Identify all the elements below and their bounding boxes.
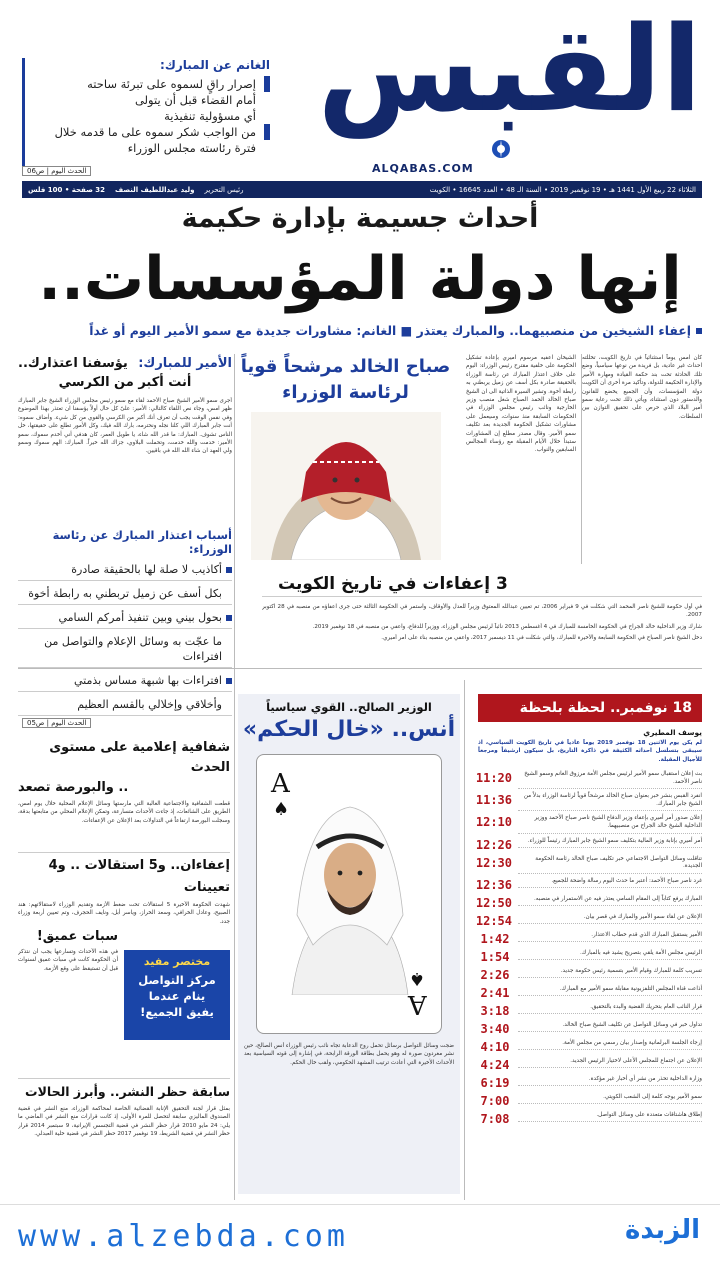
- resign-title: إعفاءان.. و5 استقالات .. و4 تعيينات: [18, 852, 230, 899]
- timeline-row: [475, 877, 702, 892]
- timeline-text: الإعلان عن اجتماع للمجلس الأعلى لاختيار الرئيس الجديد.: [518, 1058, 702, 1069]
- timeline-intro: لم يكن يوم الاثنين 18 نوفمبر 2019 يوماً عادياً في تاريخ الكويت السياسي، اذ سيبقى بتسلسل احداثه الكثيفة في ذاكرة التاريخ، بل سيكون ارشيفاً ومرجعاً للأجيال المقبلة.: [478, 740, 702, 763]
- spade-icon: ♠: [408, 968, 425, 989]
- photo-story-title-a: صباح الخالد مرشحاً قوياً: [240, 356, 451, 377]
- card-rank-bottom: A: [408, 989, 427, 1019]
- timeline-time: 11:36: [475, 793, 512, 808]
- col-emir: [18, 356, 232, 505]
- timeline-time: 3:18: [480, 1003, 510, 1018]
- timeline-time: 12:26: [475, 837, 512, 852]
- footer: [0, 1204, 720, 1265]
- timeline-text: إطلاق هاشتاقات متعددة على وسائل التواصل.: [518, 1112, 702, 1123]
- timeline-rows: [475, 771, 702, 1126]
- timeline-text: تداول خبر في وسائل التواصل عن تكليف الشيخ صباح الخالد.: [518, 1022, 702, 1033]
- three-exemptions: [262, 572, 702, 643]
- transparency-title-b: .. والبورصة تصعد: [18, 780, 129, 795]
- logo-emblem-icon: [490, 138, 512, 160]
- timeline-text: إرجاء الجلسة البرلمانية وإصدار بيان رسمي من مجلس الأمة.: [518, 1040, 702, 1051]
- top-box-line-3: من الواجب شكر سموه على ما قدمه خلال: [33, 124, 270, 140]
- timeline-time: 12:50: [475, 895, 512, 910]
- timeline-title: 18 نوفمبر.. لحظة بلحظة: [478, 694, 702, 722]
- timeline-text: أذاعت قناة المجلس التلفزيونية مقابلة سمو الأمير مع المبارك.: [518, 986, 702, 997]
- timeline-time: 12:54: [475, 913, 512, 928]
- headline-sub-text: إعفاء الشيخين من منصبيهما.. والمبارك يعتذر ■ الغانم: مشاورات جديدة مع سمو الأمير اليوم أو غداً: [89, 323, 691, 338]
- timeline-text: تسريب كلمة للمبارك وقيام الأمير بتسمية رئيس حكومة جديد.: [518, 968, 702, 979]
- timeline-time: 12:10: [475, 815, 512, 830]
- masthead-logo: القبس: [317, 0, 702, 138]
- timeline-text: تناقلت وسائل التواصل الاجتماعي خبر تكليف صباح الخالد رئاسة الحكومة الجديدة.: [518, 856, 702, 874]
- promo-box[interactable]: [124, 950, 230, 1040]
- timeline-time: 11:20: [475, 771, 512, 785]
- precedent: [18, 1078, 230, 1205]
- timeline-text: انفرد القبس بنشر خبر بعنوان صباح الخالد مرشحاً قوياً لرئاسة الوزراء بدلاً من الشيخ جابر المبارك.: [518, 793, 702, 811]
- precedent-body: بمثل قرار لجنة التحقيق الإنابة القضائية الخاصة لمحاكمة الوزراء، منع النشر في قضية الصندوق الماليزي سابقة لتحصل للمرة الأولى، إذ كانت قرارات منع النشر في الماضي ما يلي: 24 مايو 2010 قرار حظر النشر في قضية التجسس الإيرانية، 9 سبتمبر 2014 قرار حظر النشر في قضية الشريط، 19 نوفمبر 2017 حظر النشر في قضية خلية العبدلي.: [18, 1106, 230, 1138]
- photo-story: [237, 354, 454, 566]
- reason-item: بكل أسف عن زميل تربطني به رابطة أخوة: [18, 586, 232, 605]
- exemption-item: في أول حكومة للشيخ ناصر المحمد التي شكلت في 9 فبراير 2006، تم تعيين عبدالله المعتوق وزيراً للعدل والأوقاف، واستمر في الحكومة الثالثة حتى جرى اعفاؤه من منصبه في 28 اكتوبر 2007.: [262, 604, 702, 619]
- spade-icon: ♠: [273, 799, 290, 820]
- headline-sub-bullet: [696, 328, 702, 334]
- timeline: [475, 694, 702, 1194]
- timeline-text: بث إعلان استقبال سمو الأمير لرئيس مجلس الأمة مرزوق الغانم وسمو الشيخ ناصر الأحمد.: [518, 771, 702, 789]
- timeline-row: [478, 950, 702, 964]
- timeline-time: 1:42: [480, 931, 510, 946]
- promo-line: يفيق الجميع!: [140, 1005, 214, 1019]
- sabat: [18, 926, 118, 1060]
- dateline-bar: [22, 181, 702, 198]
- timeline-time: 4:10: [480, 1039, 510, 1054]
- top-box-title: الغانم عن المبارك:: [160, 58, 270, 72]
- timeline-time: 4:24: [480, 1057, 510, 1072]
- timeline-row: [475, 771, 702, 789]
- top-box-line-1: أمام القضاء قبل أن يتولى: [134, 93, 256, 107]
- timeline-text: وزارة الداخلية تحذر من نشر أي أخبار غير مؤكدة.: [518, 1076, 702, 1087]
- promo-line: ينام عندما: [148, 989, 206, 1003]
- timeline-text: أمر أميري بإنابة وزير المالية بتكليف سمو الشيخ جابر المبارك رئيساً للوزراء.: [518, 838, 702, 849]
- timeline-time: 2:26: [480, 967, 510, 982]
- promo-title: مختصر مفيد: [143, 955, 211, 968]
- col-reasons-title: أسباب اعتذار المبارك عن رئاسة الوزراء:: [52, 528, 232, 556]
- timeline-text: المبارك يرفع كتاباً إلى المقام السامي يعتذر فيه عن الاستمرار في منصبه.: [518, 896, 702, 907]
- portrait-khalid[interactable]: [251, 412, 441, 560]
- dateline-editor-label: رئيس التحرير: [204, 185, 244, 194]
- timeline-row: [478, 1094, 702, 1108]
- dateline-editor-name: وليد عبداللطيف النصف: [115, 185, 195, 194]
- col-reasons-tag[interactable]: الحدث اليوم | ص05: [22, 718, 91, 728]
- timeline-row: [478, 1058, 702, 1072]
- timeline-row: [475, 815, 702, 833]
- timeline-text: إعلان صدور أمر أميري بإعفاء وزير الدفاع الشيخ ناصر صباح الأحمد ووزير الداخلية الشيخ خالد الجراح من منصبيهما.: [518, 815, 702, 833]
- col-emir-title-b: يؤسفنا اعتذارك..: [18, 356, 128, 371]
- top-box-line-2: أي مسؤولية تنفيذية: [164, 109, 256, 123]
- timeline-time: 12:36: [475, 877, 512, 892]
- photo-story-title-b: لرئاسة الوزراء: [282, 382, 409, 403]
- timeline-time: 12:30: [475, 855, 512, 870]
- masthead-url[interactable]: ALQABAS.COM: [372, 162, 474, 175]
- timeline-author: يوسف المطيري: [643, 728, 702, 737]
- timeline-row: [475, 793, 702, 811]
- timeline-row: [475, 855, 702, 874]
- masthead: [317, 0, 702, 176]
- card-rank-top: A: [271, 769, 290, 799]
- transparency-title-a: شفافية إعلامية على مستوى الحدث: [49, 740, 230, 775]
- top-box-line-4: فترة رئاسته مجلس الوزراء: [127, 141, 256, 155]
- timeline-time: 7:08: [480, 1111, 510, 1126]
- playing-card[interactable]: [256, 754, 442, 1034]
- timeline-time: 2:41: [480, 985, 510, 1000]
- dateline-text: الثلاثاء 22 ربيع الأول 1441 هـ • 19 نوفمبر 2019 • السنة الـ 48 • العدد 16645 • الكويت: [429, 185, 696, 194]
- timeline-row: [478, 1040, 702, 1054]
- headline-sub: [14, 323, 702, 338]
- promo-line: مركز التواصل: [138, 973, 216, 987]
- top-box: [22, 58, 270, 176]
- timeline-row: [478, 1022, 702, 1036]
- reason-item: وأخلاقي وإخلالي بالقسم العظيم: [18, 697, 232, 716]
- sheikhs-body: الشيخان اعفيه مرسوم اميري بإعادة تشكيل الحكومة على خلفية مقترح رئيس الوزراء: اليوم على خلاف اعتذار المبارك عن رئاسة الوزراء بالحقيقة صادرة بكل أسف عن زميل يربطني به رابطة أخوة. وتشير السيرة الذاتية الى ان الشيخ صباح الخالد الحمد الصباح شغل منصب وزير الخارجية ونائب رئيس مجلس الوزراء في الحكومات السابقة منذ سنوات، وسيعمل على مشاورات تشكيل الحكومة الجديدة بعد تكليف سمو الأمير. وقال مصدر مطلع إن المشاورات ستبدأ خلال الأيام المقبلة مع رؤساء المجالس السابقين والنواب.: [466, 355, 576, 454]
- precedent-title: سابقة حظر النشر.. وأبرز الحالات: [18, 1078, 230, 1103]
- reason-item: ما عجّت به وسائل الإعلام والتواصل من افتراءات: [18, 634, 232, 668]
- reason-item: افتراءات بها شبهة مساس بذمتي: [18, 673, 232, 692]
- timeline-row: [478, 1112, 702, 1126]
- timeline-text: الأمير يستقبل المبارك الذي قدم خطاب الاعتذار.: [518, 932, 702, 943]
- anas-feature: [238, 694, 460, 1194]
- timeline-time: 1:54: [480, 949, 510, 964]
- timeline-row: [475, 913, 702, 928]
- anas-body: ضجت وسائل التواصل برسائل تحمل روح الدعابة تجاه نائب رئيس الوزراء أنس الصالح، حين نشر مغردون صورة له وهو يحمل بطاقة الورقة الرابحة، في إشارة إلى قوته السياسية بعد الأحداث الأخيرة التي أعادت ترتيب المشهد الحكومي، ولقب خال الحكم.: [244, 1043, 454, 1066]
- timeline-row: [478, 986, 702, 1000]
- three-exemptions-title: 3 إعفاءات في تاريخ الكويت: [262, 572, 702, 597]
- timeline-row: [475, 895, 702, 910]
- timeline-time: 3:40: [480, 1021, 510, 1036]
- col-reasons: [18, 528, 232, 721]
- timeline-text: الرئيس مجلس الأمة يلقي بتصريح يشيد فيه بالمبارك.: [518, 950, 702, 961]
- col-emir-title-a: الأمير للمبارك:: [138, 356, 232, 371]
- headline-kicker: أحداث جسيمة بإدارة حكيمة: [181, 203, 539, 234]
- timeline-time: 7:00: [480, 1093, 510, 1108]
- anas-title: أنس.. «خال الحكم»: [242, 717, 456, 742]
- top-box-tag[interactable]: الحدث اليوم | ص06: [22, 166, 91, 176]
- timeline-time: 6:19: [480, 1075, 510, 1090]
- anas-kicker: الوزير الصالح.. القوي سياسياً: [266, 700, 432, 714]
- timeline-text: قرار النائب العام بتحريك القضية والبدء بالتحقيق.: [518, 1004, 702, 1015]
- exemption-item: دخل الشيخ ناصر الصباح في الحكومة السابعة والأخيرة للمبارك، والتي شكلت في 11 ديسمبر 2017، واعفي من منصبه بناء على أمر أميري.: [381, 635, 702, 642]
- timeline-row: [478, 932, 702, 946]
- resign-body: شهدت الحكومة الأخيرة 5 استقالات تحت ضغط الأزمة وتقديم الوزراء لاستقالاتهم: هند الصبيح، وعادل الخرافي، وسعد الخراز، وياسر أبل، ونايف الحجرف، وتم تعيين أربعة وزراء جدد.: [18, 902, 230, 925]
- timeline-text: غرد ناصر صباح الأحمد: أعتبر ما حدث اليوم رسالة واضحة للجميع.: [518, 878, 702, 889]
- transparency-body: قطعت الشفافية والاجتماعية الغالبة التي مارستها وسائل الإعلام المحلية خلال يوم امس، الطريق على الشائعات، إذ جاءت الأحداث متسارعة، وتمكن الإعلام المحلي من متابعتها بدقة، وسجلت البورصة ارتفاعاً في التداولات بعد الإعلان عن الإعفاءات.: [18, 801, 230, 824]
- sabat-title: سبات عميق!: [36, 929, 118, 944]
- footer-url[interactable]: www.alzebda.com: [18, 1219, 349, 1254]
- history-body: كان امس يوماً استثنائياً في تاريخ الكويت، تخللته احداث غير عادية، بل فريدة من نوعها سياسياً، وضع تلك الحادثة تحت بند حكمة القيادة ومهارة الأمير والإدارة الحكيمة للدولة، وتأكيد مرة أخرى أن الكويت دولة المؤسسات، وأن الجميع يخضع للقانون والدستور دون استثناء، ويأتي ذلك تحت رعاية سمو أمير البلاد الذي حرص على تحقيق التوازن بين السلطات.: [582, 355, 702, 420]
- footer-logo[interactable]: الزبدة: [625, 1215, 700, 1245]
- timeline-row: [478, 968, 702, 982]
- exemption-item: شارك وزير الداخلية خالد الجراح في الحكومة الخامسة للمبارك في 4 أغسطس 2013 نائباً لرئيس مجلس الوزراء، ووزيراً للدفاع، واعفي من منصبه في 18 نوفمبر 2019.: [312, 623, 702, 630]
- dateline-price: 32 صفحة • 100 فلس: [28, 185, 106, 194]
- timeline-row: [478, 1076, 702, 1090]
- col-emir-title-c: أنت أكبر من الكرسي: [58, 375, 192, 390]
- timeline-row: [475, 837, 702, 852]
- headline-main: إنها دولة المؤسسات..: [38, 244, 682, 314]
- sabat-body: في هذه الأحداث وتسارعها يجب أن نتذكر أن الحكومة كانت في سبات عميق لسنوات قبل أن تستيقظ على وقع الأزمة.: [18, 949, 118, 972]
- reason-item: أكاذيب لا صلة لها بالحقيقة صادرة: [18, 562, 232, 581]
- top-box-line-0: إصرار راقٍ لسموه على تبرئة ساحته: [33, 76, 270, 92]
- reason-item: بحول بيني وبين تنفيذ أمركم السامي: [18, 610, 232, 629]
- col-emir-body: أجرى سمو الأمير الشيخ صباح الأحمد لقاء مع سمو رئيس مجلس الوزراء الشيخ جابر المبارك ظهر امس، وجاء نص اللقاء كالتالي: الأمير: علىّ كل حال أولاً يؤسفنا ان تعتذر بهذا الموضوع وفي نفس الوقت يجب أن تعرف أنك أكبر من الكرسي والقوي من كل شيء. وأضاف سموه: أنت جابر المبارك اللي كلنا نجله ونحترمه، بارك الله فيك، وكل الأمور تطلع على حقيقتها، خل الناس تشوف. المبارك: ما قدر الله شاء، يا طويل العمر، كان هدفي أني أخدم سموك، سمو الأمير: خدمت والله خدمت، وتحملت البلاوي، جزاك الله خيراً. المبارك: الهم سموك وسمو ولي العهد ان شاء الله الله في باقيين.: [18, 398, 232, 455]
- timeline-text: سمو الأمير يوجه كلمة إلى الشعب الكويتي.: [518, 1094, 702, 1105]
- timeline-text: الإعلان عن لقاء سمو الأمير والمبارك في قصر بيان.: [518, 914, 702, 925]
- timeline-row: [478, 1004, 702, 1018]
